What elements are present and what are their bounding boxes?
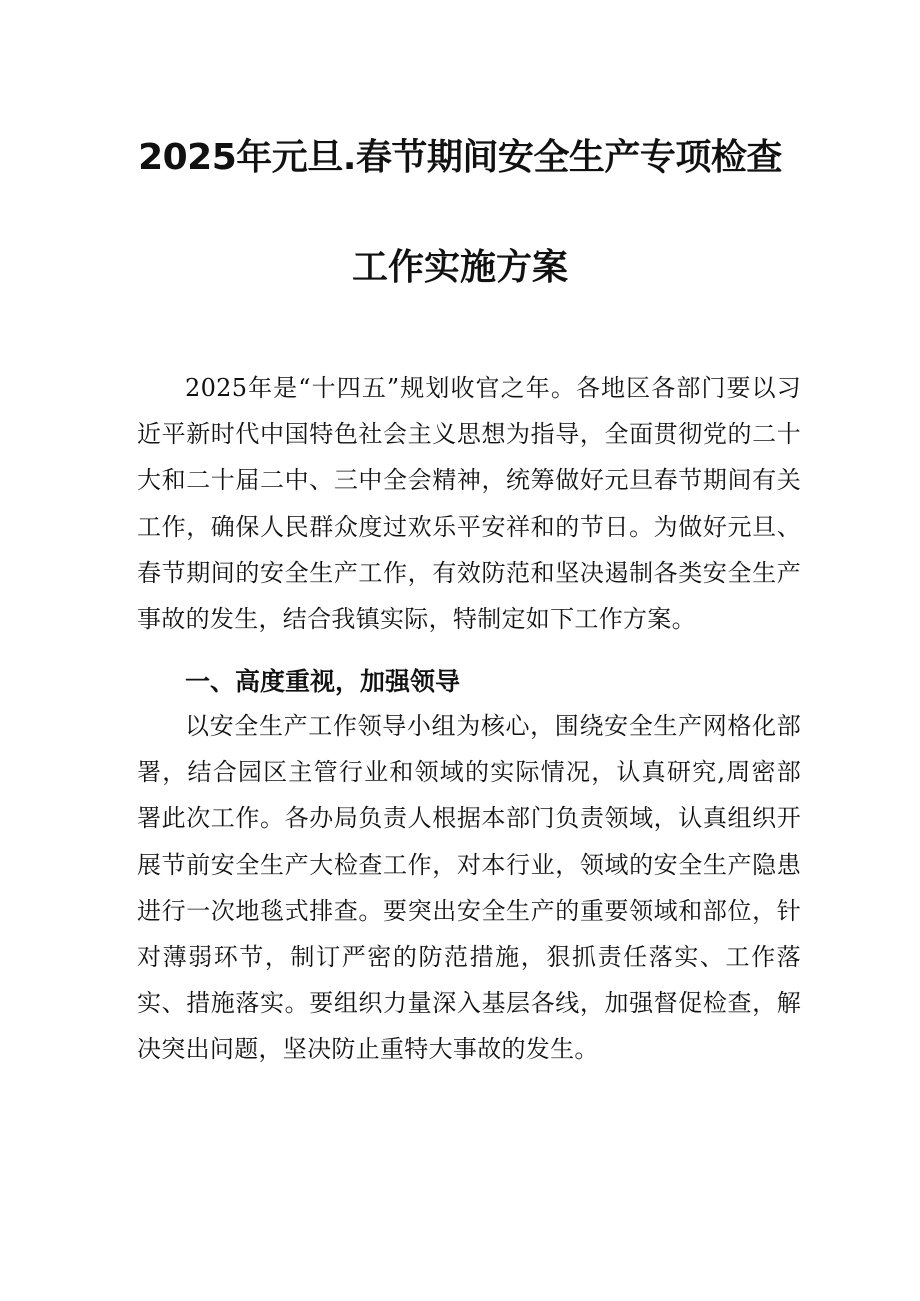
document-title-line-1: 2025年元旦.春节期间安全生产专项检查 [138, 137, 782, 178]
section-heading: 一、高度重视，加强领导 [185, 667, 461, 696]
section-body-paragraph: 以安全生产工作领导小组为核心，围绕安全生产网格化部署，结合园区主管行业和领域的实际情况，认真研究,周密部署此次工作。各办局负责人根据本部门负责领域，认真组织开展节前安全生产大检查工作，对本行业，领域的安全生产隐患进行一次地毯式排查。要突出安全生产的重要领域和部位，针对薄弱环节，制订严密的防范措施，狠抓责任落实、工作落实、措施落实。要组织力量深入基层各线，加强督促检查，解决突出问题，坚决防止重特大事故的发生。 [137, 712, 801, 1064]
document-title-line-2: 工作实施方案 [351, 247, 568, 288]
intro-paragraph: 2025年是“十四五”规划收官之年。各地区各部门要以习近平新时代中国特色社会主义思想为指导，全面贯彻党的二十大和二十届二中、三中全会精神，统筹做好元旦春节期间有关工作，确保人民群众度过欢乐平安祥和的节日。为做好元旦、春节期间的安全生产工作，有效防范和坚决遏制各类安全生产事故的发生，结合我镇实际，特制定如下工作方案。 [137, 374, 801, 634]
